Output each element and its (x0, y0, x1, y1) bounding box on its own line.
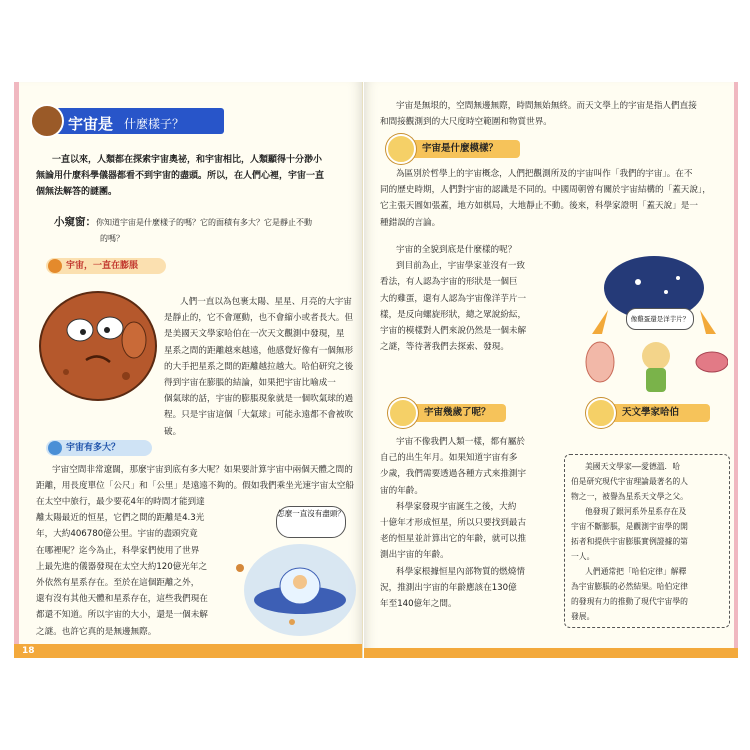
right-page-edge (734, 82, 738, 658)
size-text-full (36, 462, 358, 494)
age-line: 自己的出生年月。如果知道宇宙有多 (380, 453, 518, 464)
intro-text-right (380, 98, 730, 130)
hubble-note-box (564, 454, 730, 628)
age-line: 科學家發現宇宙誕生之後，大約 (396, 501, 517, 512)
age-line: 科學家根據恒星內部物質的燃燒情 (396, 566, 525, 577)
size-line: 距離，用長度單位「公尺」和「公里」是遠遠不夠的。假如我們乘坐光速宇宙太空船 (36, 481, 354, 492)
intro-right-line: 和間接觀測到的大尺度時空範圍和物質世界。 (380, 117, 552, 128)
chapter-title (36, 108, 224, 134)
shape-text (380, 166, 730, 231)
intro-line: 一直以來，人類都在探索宇宙奧祕，和宇宙相比，人類顯得十分渺小 (52, 155, 323, 165)
universe-character-illustration (36, 282, 160, 406)
age-line: 十億年才形成恒星，所以只要找到最古 (380, 518, 527, 529)
page-number: 18 (22, 646, 35, 656)
hubble-line: 的發現有力的推動了現代宇宙學的 (571, 597, 688, 606)
size-line: 年，大約406780億公里。宇宙的盡頭究竟 (36, 529, 198, 540)
hubble-line: 發展。 (571, 612, 595, 621)
age-line: 少歲，我們需要透過各種方式來推測宇 (380, 469, 527, 480)
xiaokuiqiao-note (54, 214, 312, 247)
shape-question-line: 大的雞蛋，還有人認為宇宙像洋芋片一 (380, 293, 527, 304)
planet-icon (48, 441, 62, 455)
character-face-icon (30, 104, 64, 138)
shape-line: 種錯誤的言論。 (380, 217, 441, 228)
age-line: 況，推測出宇宙的年齡應該在130億 (380, 582, 517, 593)
size-line: 外依然有星系存在。至於在這個距離之外， (36, 578, 200, 589)
age-line: 宙的年齡。 (380, 485, 423, 496)
shape-question-line: 宇宙的全貌到底是什麼樣的呢？ (396, 245, 517, 255)
section-box-title: 宇宙幾歲了呢？ (424, 407, 491, 418)
speech-bubble (276, 506, 346, 538)
shape-question-text (380, 242, 576, 355)
child-avatar-icon (386, 134, 416, 164)
section-heading-text: 宇宙，一直在膨脹 (66, 261, 139, 271)
xiaokuiqiao-line: 的嗎？ (100, 234, 124, 244)
expanding-line: 程。只是宇宙這個「大氣球」可能永遠都不會被吹 (164, 410, 354, 421)
section-box-title: 宇宙是什麼模樣？ (422, 143, 499, 154)
xiaokuiqiao-line: 你知道宇宙是什麼樣子的嗎？它的面積有多大？它是靜止不動 (96, 218, 312, 227)
age-text (380, 434, 566, 612)
hubble-line: 為宇宙膨脹的必然結果。哈伯定律 (571, 582, 688, 591)
hubble-line: 拓者和提供宇宙膨脹實例證據的第 (571, 537, 688, 546)
section-box-title: 天文學家哈伯 (622, 407, 680, 418)
hubble-line: 人們通常把「哈伯定律」解釋 (585, 567, 687, 576)
expanding-line: 是美國天文學家哈伯在一次天文觀測中發現，星 (164, 329, 345, 340)
hubble-line: 物之一，被譽為星系天文學之父。 (571, 492, 688, 501)
pencil-icon (48, 259, 62, 273)
left-page (14, 82, 363, 658)
open-book (14, 82, 738, 662)
xiaokuiqiao-label: 小窺窗： (54, 216, 96, 228)
page-footer (14, 644, 362, 658)
hubble-text (571, 459, 725, 624)
intro-line: 無論用什麼科學儀器都看不到宇宙的盡頭。所以，在人們心裡，宇宙一直 (36, 171, 325, 182)
expanding-line: 的大手把星系之間的距離越拉越大。哈伯研究之後 (164, 361, 354, 372)
size-line: 還有沒有其他天體和星系存在，這些我們現在 (36, 594, 208, 605)
hubble-line: 伯是研究現代宇宙理論最著名的人 (571, 477, 688, 486)
chapter-title-main: 宇宙是 (68, 115, 114, 133)
page-footer-right (364, 648, 738, 658)
size-line: 上最先進的儀器發現在太空大約120億光年之 (36, 561, 208, 572)
section-box-shape (396, 140, 520, 158)
shape-question-line: 之謎，等待著我們去探索、發現。 (380, 342, 509, 353)
hubble-line: 一人。 (571, 552, 595, 561)
shape-question-line: 看法，有人認為宇宙的形狀是一個巨 (380, 277, 518, 288)
size-line: 在哪裡呢？迄今為止，科學家們使用了世界 (36, 545, 200, 556)
size-line: 在太空中旅行，最少要花4年的時間才能到達 (36, 497, 205, 507)
thought-bubble (626, 308, 694, 330)
intro-line: 個無法解答的謎團。 (36, 187, 118, 198)
right-page (364, 82, 738, 658)
section-heading-expanding (46, 258, 166, 274)
expanding-line: 破。 (164, 426, 182, 437)
speech-bubble-text: 怎麼一直沒有盡頭？ (277, 509, 345, 518)
shape-line: 它主張天圓如張蓋，地方如棋局，大地靜止不動。後來，科學家證明「蓋天說」是一 (380, 201, 698, 212)
hubble-line: 美國天文學家——愛德溫．哈 (585, 462, 681, 471)
section-heading-size (46, 440, 152, 456)
section-box-age (398, 404, 506, 422)
size-line: 都還不知道。所以宇宙的大小，還是一個未解 (36, 610, 208, 621)
expanding-line: 是靜止的，它不會運動，也不會縮小或者長大。但 (164, 313, 354, 324)
shape-line: 為區別於哲學上的宇宙概念，人們把觀測所及的宇宙叫作「我們的宇宙」。在不 (396, 169, 693, 179)
size-line: 之謎。也許它真的是無邊無際。 (36, 626, 157, 637)
hubble-line: 宇宙不斷膨脹，是觀測宇宙學的開 (571, 522, 688, 531)
child-avatar-icon (586, 398, 616, 428)
spaceship-illustration (230, 538, 358, 642)
intro-right-line: 宇宙是無垠的，空間無邊無際，時間無始無終。而天文學上的宇宙是指人們直接 (396, 101, 697, 111)
size-text-short (36, 494, 226, 640)
child-avatar-icon (388, 398, 418, 428)
size-line: 宇宙空間非常遼闊，那麼宇宙到底有多大呢？如果要計算宇宙中兩個天體之間的 (52, 465, 353, 475)
age-line: 年至140億年之間。 (380, 599, 457, 610)
section-heading-text: 宇宙有多大？ (66, 443, 121, 453)
section-box-hubble (596, 404, 710, 422)
chapter-title-rest: 什麼樣子？ (124, 117, 185, 131)
shape-question-line: 樣，是反向螺旋形狀，總之眾說紛紜， (380, 309, 527, 320)
left-page-edge (14, 82, 19, 658)
expanding-line: 得到宇宙在膨脹的結論，如果把宇宙比喻成一 (164, 378, 336, 389)
shape-question-line: 到目前為止，宇宙學家並沒有一致 (396, 261, 525, 272)
expanding-line: 星系之間的距離越來越遠，他感覺好像有一個無形 (164, 345, 354, 356)
size-line: 離太陽最近的恒星，它們之間的距離是4.3光 (36, 513, 205, 524)
thought-bubble-text: 像雞蛋還是洋芋片？ (630, 315, 690, 323)
hubble-line: 他發現了銀河系外星系存在及 (585, 507, 687, 516)
age-line: 測出宇宙的年齡。 (380, 550, 449, 561)
intro-text (36, 152, 324, 201)
expanding-line: 個氣球的話，宇宙的膨脹現象就是一個吹氣球的過 (164, 394, 354, 405)
age-line: 老的恒星並計算出它的年齡，就可以推 (380, 534, 527, 545)
expanding-line: 人們一直以為包裹太陽、星星、月亮的大宇宙 (180, 297, 352, 307)
shape-question-line: 宇宙的模樣對人們來說仍然是一個未解 (380, 326, 527, 337)
shape-line: 同的歷史時期，人們對宇宙的認識是不同的。中國周朝曾有關於宇宙結構的「蓋天說」， (380, 185, 711, 196)
age-line: 宇宙不像我們人類一樣，都有屬於 (396, 437, 525, 447)
expanding-text (164, 294, 360, 440)
